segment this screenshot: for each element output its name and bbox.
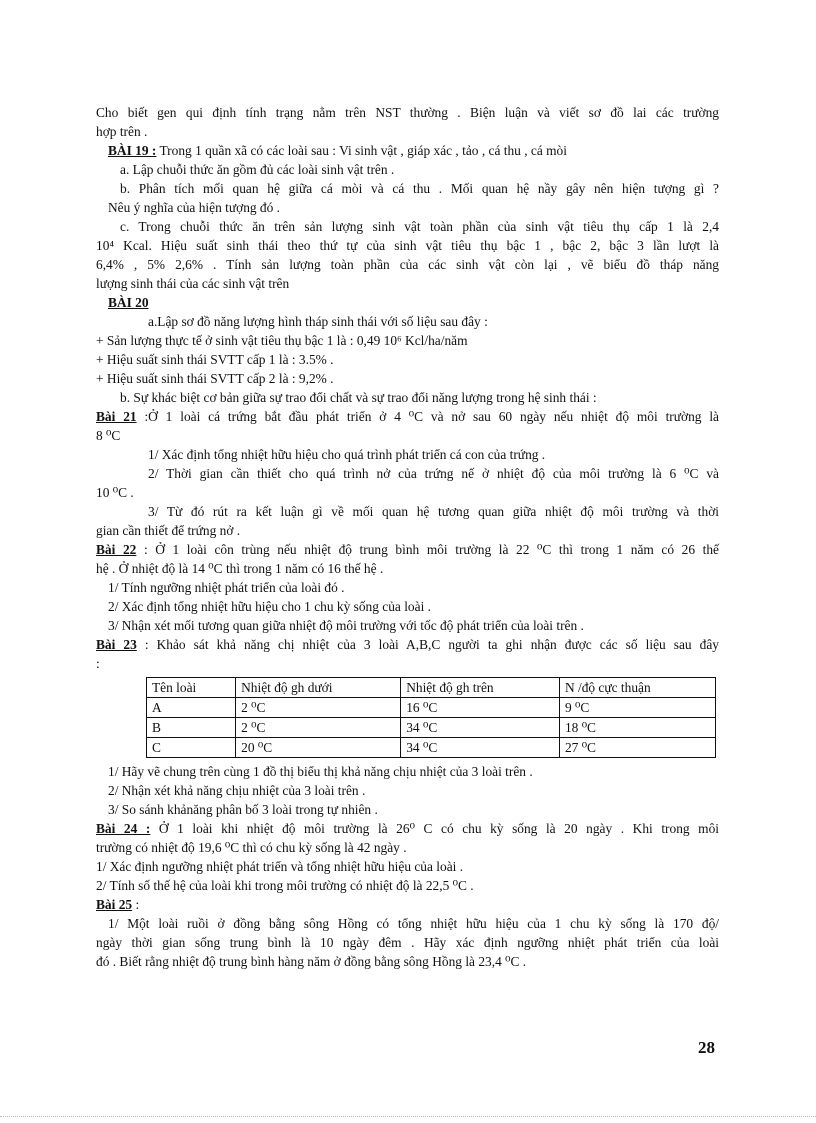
line-text: 3/ So sánh khảnăng phân bố 3 loài trong tự nhiên . — [108, 802, 378, 817]
text-line — [96, 762, 719, 781]
line-text: 2/ Tính số thế hệ của loài khi trong môi trường có nhiệt độ là 22,5 ⁰C . — [96, 878, 474, 893]
text-line — [96, 502, 719, 521]
text-line — [96, 350, 719, 369]
line-text: + Sản lượng thực tế ở sinh vật tiêu thụ bậc 1 là : 0,49 10⁶ Kcl/ha/năm — [96, 333, 468, 348]
text-line — [96, 483, 719, 502]
table-cell: A — [147, 698, 236, 718]
line-text: 10 ⁰C . — [96, 485, 134, 500]
text-line — [96, 540, 719, 559]
line-text: a. Lập chuỗi thức ăn gồm đủ các loài sinh vật trên . — [120, 162, 395, 177]
text-line — [96, 331, 719, 350]
text-line — [96, 293, 719, 312]
line-text: Nêu ý nghĩa của hiện tượng đó . — [108, 200, 281, 215]
table-cell: 34 ⁰C — [401, 718, 560, 738]
line-text: 2/ Xác định tổng nhiệt hữu hiệu cho 1 chu kỳ sống của loài . — [108, 599, 431, 614]
line-text: 2/ Nhận xét khả năng chịu nhiệt của 3 loài trên . — [108, 783, 366, 798]
exercise-heading: Bài 24 : — [96, 821, 151, 836]
table-cell: C — [147, 738, 236, 758]
text-line — [96, 800, 719, 819]
text-line — [96, 274, 719, 293]
table-cell: 20 ⁰C — [236, 738, 401, 758]
text-line — [96, 103, 719, 122]
text-line — [96, 198, 719, 217]
text-line — [96, 597, 719, 616]
text-line — [96, 616, 719, 635]
line-text: lượng sinh thái của các sinh vật trên — [96, 276, 290, 291]
line-text: hợp trên . — [96, 124, 148, 139]
text-line — [96, 914, 719, 933]
line-text: :Ở 1 loài cá trứng bắt đầu phát triển ở 4 ⁰C và nở sau 60 ngày nếu nhiệt độ môi trường là — [136, 409, 719, 424]
line-text: 2/ Thời gian cần thiết cho quá trình nở của trứng nế ở nhiệt độ của môi trường là 6 ⁰C và — [148, 466, 719, 481]
text-line — [96, 141, 719, 160]
table-row — [147, 738, 716, 758]
text-line — [96, 236, 719, 255]
exercise-block-1 — [96, 103, 719, 673]
line-text: b. Phân tích mối quan hệ giữa cá mòi và cá thu . Mối quan hệ nầy gây nên hiện tượng gì ? — [120, 181, 719, 196]
text-line — [96, 160, 719, 179]
line-text: đó . Biết rằng nhiệt độ trung bình hàng năm ở đồng bằng sông Hồng là 23,4 ⁰C . — [96, 954, 527, 969]
text-line — [96, 388, 719, 407]
text-line — [96, 426, 719, 445]
text-line — [96, 781, 719, 800]
text-line — [96, 255, 719, 274]
text-line — [96, 521, 719, 540]
table-row — [147, 718, 716, 738]
line-text: 3/ Từ đó rút ra kết luận gì về mối quan hệ tương quan giữa nhiệt độ môi trường và thời — [148, 504, 719, 519]
table-cell: 9 ⁰C — [559, 698, 715, 718]
text-line — [96, 952, 719, 971]
text-line — [96, 179, 719, 198]
text-line — [96, 578, 719, 597]
line-text: 1/ Xác định tổng nhiệt hữu hiệu cho quá trình phát triển cá con của trứng . — [148, 447, 546, 462]
line-text: 1/ Tính ngưỡng nhiệt phát triển của loài đó . — [108, 580, 345, 595]
text-line — [96, 895, 719, 914]
line-text: + Hiệu suất sinh thái SVTT cấp 2 là : 9,2% . — [96, 371, 334, 386]
text-line — [96, 876, 719, 895]
line-text: a.Lập sơ đồ năng lượng hình tháp sinh thái với số liệu sau đây : — [148, 314, 488, 329]
page-bottom-divider — [0, 1116, 816, 1117]
text-line — [96, 654, 719, 673]
line-text: gian cần thiết để trứng nở . — [96, 523, 241, 538]
line-text: 8 ⁰C — [96, 428, 121, 443]
table-cell: 18 ⁰C — [559, 718, 715, 738]
exercise-heading: BÀI 20 — [108, 295, 149, 310]
line-text: : Ở 1 loài côn trùng nếu nhiệt độ trung bình môi trường là 22 ⁰C thì trong 1 năm có 26 thế — [136, 542, 719, 557]
table-cell: B — [147, 718, 236, 738]
line-text: 10⁴ Kcal. Hiệu suất sinh thái theo thứ tự của sinh vật tiêu thụ bậc 1 , bậc 2, bậc 3 lần lượt là — [96, 238, 719, 253]
text-line — [96, 369, 719, 388]
table-header-cell: N /độ cực thuận — [559, 678, 715, 698]
line-text: Cho biết gen qui định tính trạng nằm trên NST thường . Biện luận và viết sơ đồ lai các trường — [96, 105, 719, 120]
table-cell: 34 ⁰C — [401, 738, 560, 758]
line-text: b. Sự khác biệt cơ bản giữa sự trao đổi chất và sự trao đổi năng lượng trong hệ sinh thái : — [120, 390, 597, 405]
line-text: ngày thời gian sống trung bình là 10 ngày đêm . Hãy xác định ngưỡng nhiệt phát triển của loài — [96, 935, 719, 950]
table-header-cell: Nhiệt độ gh dưới — [236, 678, 401, 698]
table-header-cell: Nhiệt độ gh trên — [401, 678, 560, 698]
text-line — [96, 635, 719, 654]
line-text: Trong 1 quần xã có các loài sau : Vi sinh vật , giáp xác , tảo , cá thu , cá mòi — [156, 143, 567, 158]
text-line — [96, 445, 719, 464]
table-cell: 27 ⁰C — [559, 738, 715, 758]
line-text: 1/ Một loài ruồi ở đồng bằng sông Hồng có tổng nhiệt hữu hiệu của 1 chu kỳ sống là 170 độ/ — [108, 916, 719, 931]
table-cell: 16 ⁰C — [401, 698, 560, 718]
line-text: trường có nhiệt độ 19,6 ⁰C thì có chu kỳ sống là 42 ngày . — [96, 840, 407, 855]
exercise-heading: BÀI 19 : — [108, 143, 157, 158]
table-header-cell: Tên loài — [147, 678, 236, 698]
text-line — [96, 857, 719, 876]
text-line — [96, 407, 719, 426]
exercise-heading: Bài 23 — [96, 637, 137, 652]
text-line — [96, 464, 719, 483]
line-text: : — [96, 656, 100, 671]
line-text: 3/ Nhận xét mối tương quan giữa nhiệt độ môi trường với tốc độ phát triển của loài trên . — [108, 618, 584, 633]
table-cell: 2 ⁰C — [236, 698, 401, 718]
table-row — [147, 698, 716, 718]
temperature-table — [146, 677, 716, 758]
line-text: 6,4% , 5% 2,6% . Tính sản lượng toàn phần của các sinh vật còn lại , vẽ biểu đồ tháp năng — [96, 257, 719, 272]
line-text: 1/ Hãy vẽ chung trên cùng 1 đồ thị biểu thị khả năng chịu nhiệt của 3 loài trên . — [108, 764, 533, 779]
exercise-block-2 — [96, 762, 719, 971]
line-text: : — [132, 897, 140, 912]
exercise-heading: Bài 25 — [96, 897, 133, 912]
text-line — [96, 312, 719, 331]
line-text: c. Trong chuỗi thức ăn trên sản lượng sinh vật toàn phần của sinh vật tiêu thụ cấp 1 là 2,4 — [120, 219, 719, 234]
text-line — [96, 217, 719, 236]
line-text: + Hiệu suất sinh thái SVTT cấp 1 là : 3.5% . — [96, 352, 334, 367]
page-number: 28 — [698, 1038, 715, 1057]
text-line — [96, 122, 719, 141]
text-line — [96, 838, 719, 857]
line-text: hệ . Ở nhiệt độ là 14 ⁰C thì trong 1 năm có 16 thế hệ . — [96, 561, 384, 576]
line-text: Ở 1 loài khi nhiệt độ môi trường là 26⁰ C có chu kỳ sống là 20 ngày . Khi trong môi — [150, 821, 719, 836]
document-body — [96, 103, 719, 971]
line-text: 1/ Xác định ngưỡng nhiệt phát triển và tổng nhiệt hữu hiệu của loài . — [96, 859, 464, 874]
exercise-heading: Bài 22 — [96, 542, 137, 557]
text-line — [96, 559, 719, 578]
exercise-heading: Bài 21 — [96, 409, 137, 424]
text-line — [96, 933, 719, 952]
line-text: : Khảo sát khả năng chị nhiệt của 3 loài A,B,C người ta ghi nhận được các số liệu sau đây — [136, 637, 719, 652]
text-line — [96, 819, 719, 838]
table-header-row — [147, 678, 716, 698]
table-cell: 2 ⁰C — [236, 718, 401, 738]
